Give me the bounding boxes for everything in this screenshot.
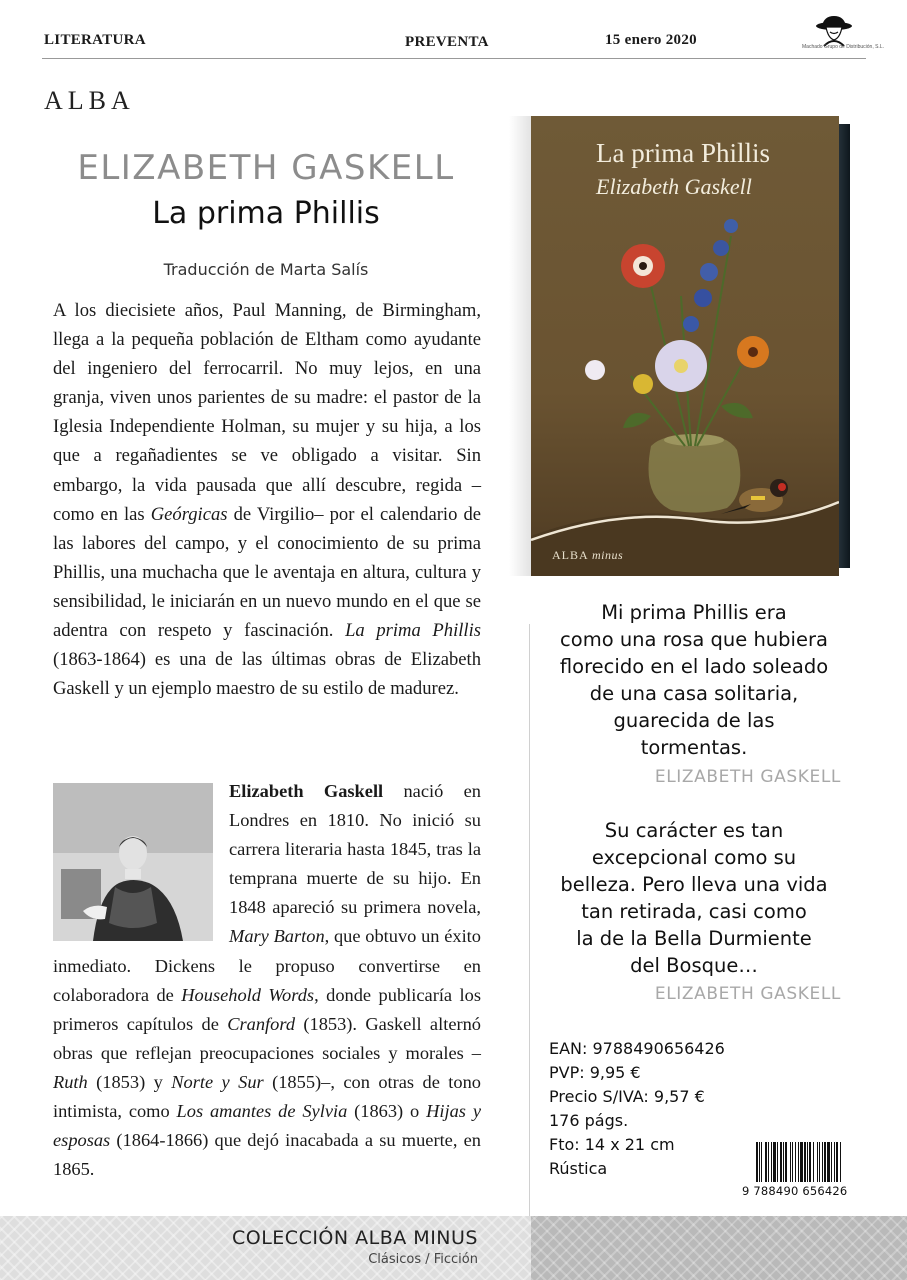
spec-ean: EAN: 9788490656426: [549, 1039, 725, 1058]
spec-price-no-vat: Precio S/IVA: 9,57 €: [549, 1087, 705, 1106]
quote-1: Mi prima Phillis era como una rosa que hubiera florecido en el lado soleado de una casa solitaria, guarecida de las tormentas.: [559, 601, 829, 759]
synopsis-paragraph: A los diecisiete años, Paul Manning, de Birmingham, llega a la pequeña población de Eltham como ayudante del ingeniero del ferrocarril. No muy lejos, en una granja, viven unos parientes de su madre: el pastor de la Iglesia Independiente Holman, su mujer y su hija, a los que a regañadientes se ve obligado a visitar. Sin embargo, la vida pausada que allí descubre, regida –como en las Geórgicas de Virgilio– por el calendario de las labores del campo, y el conocimiento de su prima Phillis, una muchacha que le aventaja en altura, cultura y sensibilidad, le iniciarán en un nuevo mundo en el que se adentra con respeto y fascinación. La prima Phillis (1863-1864) es una de las últimas obras de Elizabeth Gaskell y un ejemplo maestro de su estilo de madurez.: [53, 300, 481, 700]
cover-author: Elizabeth Gaskell: [596, 174, 752, 199]
column-divider: [529, 624, 530, 1216]
release-date: 15 enero 2020: [605, 32, 697, 48]
spec-binding: Rústica: [549, 1159, 608, 1178]
quote-2-author: ELIZABETH GASKELL: [654, 984, 841, 1004]
status-label: PREVENTA: [405, 34, 489, 50]
product-specs: [549, 1037, 725, 1181]
collection-subtitle: Clásicos / Ficción: [368, 1252, 478, 1267]
header-divider: [42, 58, 866, 59]
distributor-name: Machado Grupo de Distribución, S.L.: [802, 44, 884, 50]
book-author: ELIZABETH GASKELL: [77, 148, 455, 188]
quote-1-author: ELIZABETH GASKELL: [654, 767, 841, 787]
spec-pages: 176 págs.: [549, 1111, 629, 1130]
translation-credit: Traducción de Marta Salís: [163, 260, 369, 279]
cover-shadow: [509, 116, 533, 576]
footer-band-dark: [531, 1216, 907, 1280]
collection-name: COLECCIÓN ALBA MINUS: [231, 1227, 478, 1249]
publisher-brand: ALBA: [44, 86, 135, 115]
section-label: LITERATURA: [44, 32, 146, 48]
author-bio: Elizabeth Gaskell nació en Londres en 1810. No inició su carrera literaria hasta 1845, tras la temprana muerte de su hijo. En 1848 apareció su primera novela, Mary Barton, que obtuvo un éxito inmediato. Dickens le propuso convertirse en colaboradora de Household Words, donde publicaría los primeros capítulos de Cranford (1853). Gaskell alternó obras que reflejan preocupaciones sociales y morales –Ruth (1853) y Norte y Sur (1855)–, con otras de tono intimista, como Los amantes de Sylvia (1863) o Hijas y esposas (1864-1866) que dejó inacabada a su muerte, en 1865.: [53, 781, 482, 1180]
book-title: La prima Phillis: [152, 196, 380, 231]
spec-format: Fto: 14 x 21 cm: [549, 1135, 675, 1154]
quote-2: Su carácter es tan excepcional como su belleza. Pero lleva una vida tan retirada, casi como la de la Bella Durmiente del Bosque…: [560, 819, 828, 977]
spec-pvp: PVP: 9,95 €: [549, 1063, 641, 1082]
barcode-number: 9 788490 656426: [742, 1184, 848, 1198]
author-portrait: [53, 783, 213, 941]
cover-imprint: ALBA minus: [552, 548, 624, 562]
cover-title: La prima Phillis: [596, 138, 770, 168]
cover-spine: [838, 124, 850, 568]
